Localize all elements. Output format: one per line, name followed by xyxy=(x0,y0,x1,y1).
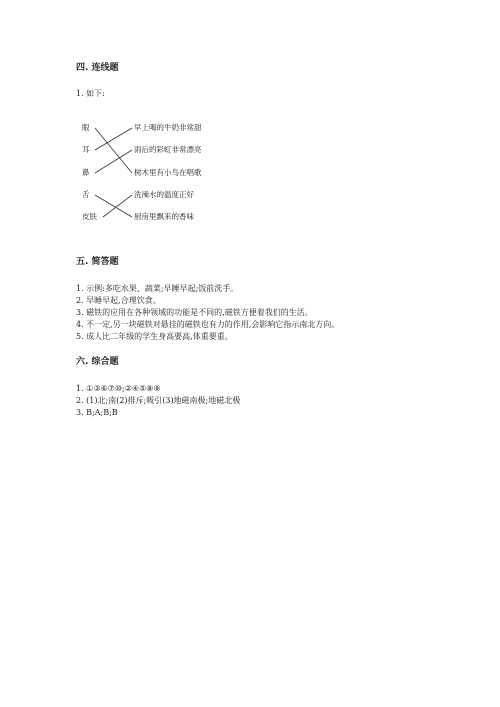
matching-lines xyxy=(0,0,500,260)
match-line-ear xyxy=(95,128,132,150)
match-right-birds: 树木里有小鸟在唱歌 xyxy=(134,168,202,177)
match-left-nose: 鼻 xyxy=(82,168,90,177)
answer-5-5: 5. 成人比二年级的学生身高要高,体重要重。 xyxy=(76,332,233,341)
match-right-rainbow: 雨后的彩虹非常漂亮 xyxy=(134,145,202,154)
answer-5-4: 4. 不一定,另一块磁铁对悬挂的磁铁也有力的作用,会影响它指示南北方向。 xyxy=(76,320,340,329)
match-right-bathwater: 洗澡水的温度正好 xyxy=(134,190,194,199)
match-left-ear: 耳 xyxy=(82,145,90,154)
answer-6-2: 2. (1)北;南(2)排斥;吸引(3)地磁南极;地磁北极 xyxy=(76,396,241,405)
section-5-title: 五. 简答题 xyxy=(76,257,119,267)
answer-5-3: 3. 磁铁的应用在各种领域的功能是不同的,磁铁方便着我们的生活。 xyxy=(76,308,313,317)
match-right-kitchen: 厨房里飘来的香味 xyxy=(134,212,194,221)
answer-6-1: 1. ①③⑥⑦⑩;②④⑤⑧⑨ xyxy=(76,384,161,393)
answer-5-2: 2. 早睡早起,合理饮食。 xyxy=(76,296,161,305)
match-left-eye: 眼 xyxy=(82,123,90,132)
match-line-tongue xyxy=(95,195,132,217)
section-6-title: 六. 综合题 xyxy=(76,357,119,367)
match-right-milk: 早上喝的牛奶非常甜 xyxy=(134,123,202,132)
answer-6-3: 3. B;A;B;B xyxy=(76,408,118,417)
match-line-nose xyxy=(95,150,132,173)
answer-5-1: 1. 示例:多吃水果、蔬菜;早睡早起;饭前洗手。 xyxy=(76,284,239,293)
section-4-title: 四. 连线题 xyxy=(76,63,119,73)
match-left-tongue: 舌 xyxy=(82,190,90,199)
match-line-eye xyxy=(95,128,132,173)
question-1-label: 1. 如下: xyxy=(76,89,105,98)
match-line-skin xyxy=(103,195,132,217)
match-left-skin: 皮肤 xyxy=(82,212,97,221)
